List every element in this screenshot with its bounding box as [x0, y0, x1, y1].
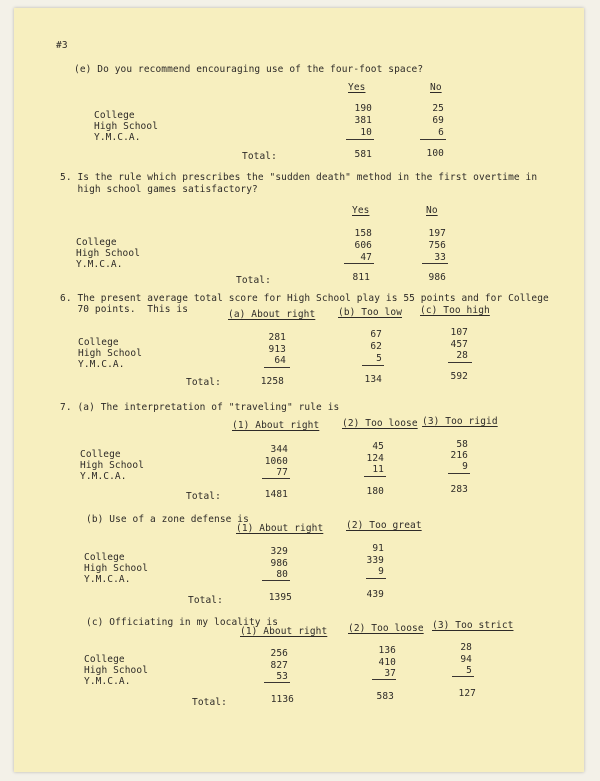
q7c-college-about-right: 256: [270, 648, 288, 659]
q7c-ymca-too-loose: 37: [384, 668, 396, 679]
q7b-ymca-about-right: 80: [276, 569, 288, 580]
q7c-college-too-loose: 136: [378, 645, 396, 656]
q5-total-no: 986: [428, 272, 446, 283]
row-label-high-school: High School: [84, 563, 149, 574]
q7c-header-about-right: (1) About right: [240, 626, 328, 637]
row-label-high-school: High School: [76, 248, 141, 259]
total-label: Total:: [236, 275, 271, 286]
q7c-ymca-too-strict: 5: [466, 665, 472, 676]
q-e-header-no: No: [430, 82, 442, 93]
row-label-college: College: [80, 449, 121, 460]
question-6-line1: 6. The present average total score for High School play is 55 points and for College: [60, 293, 549, 304]
q-e-hs-yes: 381: [354, 115, 372, 126]
q7b-total-too-great: 439: [366, 589, 384, 600]
q7a-total-too-rigid: 283: [450, 484, 468, 495]
row-label-high-school: High School: [94, 121, 159, 132]
q7c-total-too-loose: 583: [376, 691, 394, 702]
q7a-ymca-about-right: 77: [276, 467, 288, 478]
q5-ymca-yes: 47: [360, 252, 372, 263]
q7a-ymca-too-rigid: 9: [462, 461, 468, 472]
q6-college-too-low: 67: [370, 329, 382, 340]
row-label-college: College: [78, 337, 119, 348]
row-label-ymca: Y.M.C.A.: [80, 471, 127, 482]
question-7a-text: 7. (a) The interpretation of "traveling" rule is: [60, 402, 340, 413]
q7c-college-too-strict: 28: [460, 642, 472, 653]
row-label-ymca: Y.M.C.A.: [76, 259, 123, 270]
q5-hs-no: 756: [428, 240, 446, 251]
q-e-total-yes: 581: [354, 149, 372, 160]
q7c-hs-too-loose: 410: [378, 657, 396, 668]
q6-total-too-high: 592: [450, 371, 468, 382]
q5-hs-yes: 606: [354, 240, 372, 251]
q6-sum-rule: [362, 365, 384, 366]
q5-sum-rule: [344, 263, 374, 264]
total-label: Total:: [188, 595, 223, 606]
q7c-header-too-loose: (2) Too loose: [348, 623, 424, 634]
q7b-college-too-great: 91: [372, 543, 384, 554]
q7c-total-about-right: 1136: [270, 694, 294, 705]
q7a-header-about-right: (1) About right: [232, 420, 320, 431]
q-e-college-yes: 190: [354, 103, 372, 114]
q7a-college-about-right: 344: [270, 444, 288, 455]
q5-college-no: 197: [428, 228, 446, 239]
q7a-header-too-rigid: (3) Too rigid: [422, 416, 498, 427]
q7a-hs-too-rigid: 216: [450, 450, 468, 461]
q5-college-yes: 158: [354, 228, 372, 239]
q7b-header-about-right: (1) About right: [236, 523, 324, 534]
q6-hs-too-high: 457: [450, 339, 468, 350]
q-e-ymca-yes: 10: [360, 127, 372, 138]
q6-ymca-too-low: 5: [376, 353, 382, 364]
question-e-text: (e) Do you recommend encouraging use of the four-foot space?: [74, 64, 424, 75]
q6-college-too-high: 107: [450, 327, 468, 338]
question-6-line2: 70 points. This is: [60, 304, 189, 315]
q7a-hs-too-loose: 124: [366, 453, 384, 464]
row-label-ymca: Y.M.C.A.: [84, 574, 131, 585]
row-label-college: College: [94, 110, 135, 121]
row-label-ymca: Y.M.C.A.: [94, 132, 141, 143]
row-label-ymca: Y.M.C.A.: [84, 676, 131, 687]
row-label-high-school: High School: [80, 460, 145, 471]
q7a-college-too-rigid: 58: [456, 439, 468, 450]
q7a-total-too-loose: 180: [366, 486, 384, 497]
q-e-sum-rule: [346, 139, 374, 140]
q6-total-too-low: 134: [364, 374, 382, 385]
q5-ymca-no: 33: [434, 252, 446, 263]
q6-hs-too-low: 62: [370, 341, 382, 352]
q7b-sum-rule: [366, 578, 386, 579]
q7c-sum-rule: [452, 676, 474, 677]
q6-ymca-too-high: 28: [456, 350, 468, 361]
q7a-ymca-too-loose: 11: [372, 464, 384, 475]
q7a-total-about-right: 1481: [264, 489, 288, 500]
q6-header-too-high: (c) Too high: [420, 305, 490, 316]
q7b-ymca-too-great: 9: [378, 566, 384, 577]
row-label-high-school: High School: [84, 665, 149, 676]
q7c-hs-too-strict: 94: [460, 654, 472, 665]
q6-total-about-right: 1258: [260, 376, 284, 387]
q7b-hs-too-great: 339: [366, 555, 384, 566]
q7b-header-too-great: (2) Too great: [346, 520, 422, 531]
q7c-sum-rule: [264, 682, 290, 683]
row-label-high-school: High School: [78, 348, 143, 359]
q6-header-about-right: (a) About right: [228, 309, 316, 320]
q5-header-no: No: [426, 205, 438, 216]
q7b-hs-about-right: 986: [270, 558, 288, 569]
row-label-college: College: [76, 237, 117, 248]
q7a-college-too-loose: 45: [372, 441, 384, 452]
q-e-header-yes: Yes: [348, 82, 366, 93]
q-e-total-no: 100: [426, 148, 444, 159]
question-5-line1: 5. Is the rule which prescribes the "sudden death" method in the first overtime in: [60, 172, 538, 183]
q6-hs-about-right: 913: [268, 344, 286, 355]
question-5-line2: high school games satisfactory?: [60, 184, 258, 195]
question-7c-text: (c) Officiating in my locality is: [86, 617, 279, 628]
q7c-ymca-about-right: 53: [276, 671, 288, 682]
q7a-sum-rule: [364, 476, 386, 477]
q7c-hs-about-right: 827: [270, 660, 288, 671]
q5-sum-rule: [422, 263, 448, 264]
q7a-header-too-loose: (2) Too loose: [342, 418, 418, 429]
row-label-college: College: [84, 552, 125, 563]
total-label: Total:: [242, 151, 277, 162]
q7b-total-about-right: 1395: [268, 592, 292, 603]
q7a-hs-about-right: 1060: [264, 456, 288, 467]
q6-sum-rule: [264, 367, 290, 368]
q7a-sum-rule: [262, 478, 290, 479]
q6-header-too-low: (b) Too low: [338, 307, 403, 318]
q-e-hs-no: 69: [432, 115, 444, 126]
q5-header-yes: Yes: [352, 205, 370, 216]
q5-total-yes: 811: [352, 272, 370, 283]
row-label-ymca: Y.M.C.A.: [78, 359, 125, 370]
q7b-college-about-right: 329: [270, 546, 288, 557]
q6-college-about-right: 281: [268, 332, 286, 343]
q6-ymca-about-right: 64: [274, 355, 286, 366]
q6-sum-rule: [448, 362, 472, 363]
total-label: Total:: [192, 697, 227, 708]
row-label-college: College: [84, 654, 125, 665]
q7c-total-too-strict: 127: [458, 688, 476, 699]
page-number: #3: [56, 40, 68, 51]
question-7b-text: (b) Use of a zone defense is: [86, 514, 249, 525]
q7a-sum-rule: [448, 473, 470, 474]
total-label: Total:: [186, 491, 221, 502]
q-e-college-no: 25: [432, 103, 444, 114]
total-label: Total:: [186, 377, 221, 388]
q7c-header-too-strict: (3) Too strict: [432, 620, 514, 631]
q-e-ymca-no: 6: [438, 127, 444, 138]
q7b-sum-rule: [262, 580, 290, 581]
q-e-sum-rule: [420, 139, 446, 140]
q7c-sum-rule: [372, 679, 396, 680]
